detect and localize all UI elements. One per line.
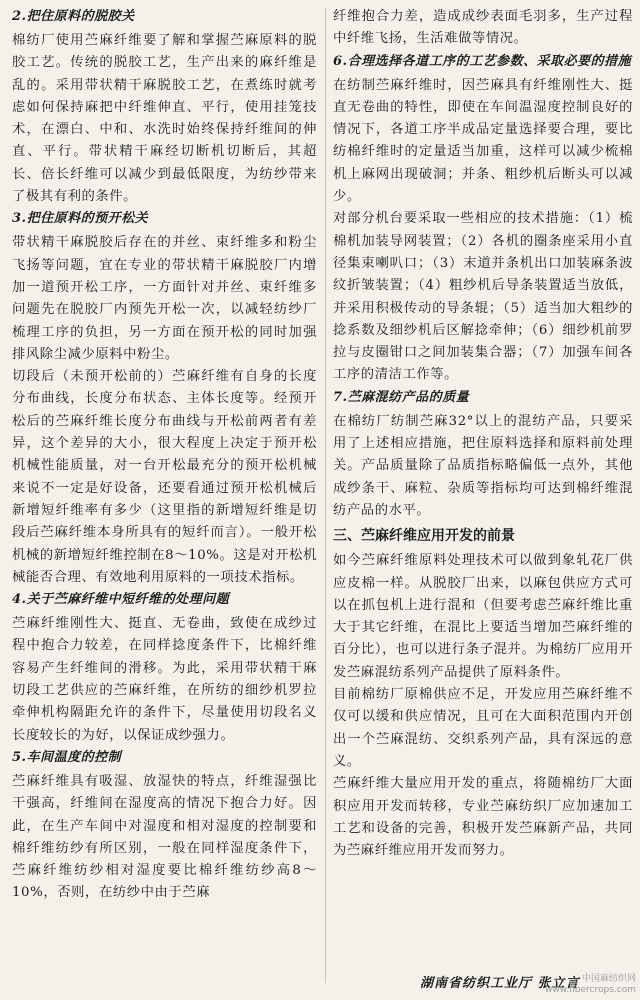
- paragraph-5-continued: 纤维抱合力差，造成成纱表面毛羽多，生产过程中纤维飞扬，生活难做等情况。: [333, 9, 633, 47]
- paragraph-2-1: 棉纺厂使用苎麻纤维要了解和掌握苎麻原料的脱胶工艺。传统的脱胶工艺，生产出来的麻纤维是乱的。采用带状精干麻脱胶工艺，在煮练时就考虑如何保持麻把中纤维伸直、平行，使用挂笼技术，在漂白、中和、水洗时始终保持纤维间的伸直、平行。带状精干麻经切断机切断后，其超长、倍长纤维可以减少到最低限度，为纺纱带来了极其有利的条件。: [12, 33, 317, 205]
- heading-5: 5.车间温度的控制: [12, 749, 122, 765]
- site-watermark: [545, 974, 636, 996]
- paragraph-8-1: 如今苎麻纤维原料处理技术可以做到象轧花厂供应皮棉一样。从脱胶厂出来，以麻包供应方式可以在抓包机上进行混和（但要考虑苎麻纤维比重大于其它纤维，在混比上要适当增加苎麻纤维的百分比），也可以进行条子混并。为棉纺厂应用开发苎麻混纺系列产品提供了原料条件。: [333, 553, 633, 680]
- paragraph-6-1: 在纺制苎麻纤维时，因苎麻具有纤维刚性大、挺直无卷曲的特性，即使在车间温湿度控制良好的情况下，各道工序半成品定量选择要合理，要比纺棉纤维时的定量适当加重，这样可以减少梳棉机上麻网出现破洞；并条、粗纱机后断头可以减少。: [333, 77, 633, 205]
- heading-3: 3.把住原料的预开松关: [12, 211, 149, 227]
- left-column: [12, 6, 317, 905]
- heading-6: 6.合理选择各道工序的工艺参数、采取必要的措施: [333, 53, 632, 69]
- paragraph-4-1: 苎麻纤维刚性大、挺直、无卷曲，致使在成纱过程中抱合力较差，在同样捻度条件下，比棉纤维容易产生纤维间的滑移。为此，采用带状精干麻切段工艺供应的苎麻纤维，在所纺的细纱机罗拉牵伸机构隔距允许的条件下，尽量使用切段名义长度较长的为好，以保证成纱强力。: [12, 616, 317, 743]
- heading-2: 2.把住原料的脱胶关: [12, 9, 135, 24]
- author-signature: 湖南省纺织工业厅 张立言: [420, 976, 580, 991]
- watermark-url: www.fibercrops.com: [545, 985, 636, 995]
- paragraph-6-2: 对部分机台要采取一些相应的技术措施：（1）梳棉机加装导网装置；（2）各机的圈条座采用小直径集束喇叭口；（3）末道并条机出口加装麻条波纹折皱装置；（4）粗纱机后导条装置适当放低，并采用积极传动的导条辊；（5）适当加大粗纱的捻系数及细纱机后区解捻牵伸；（6）细纱机前罗拉与皮圈钳口之间加装集合器；（7）加强车间各工序的清洁工作等。: [333, 211, 633, 383]
- right-column: [333, 6, 633, 862]
- paragraph-3-1: 带状精干麻脱胶后存在的并丝、束纤维多和粉尘飞扬等问题，宜在专业的带状精干麻脱胶厂内增加一道预开松工序，一方面针对并丝、束纤维多问题先在脱胶厂内预先开松一次，以减轻纺纱厂梳理工序的负担，另一方面在预开松的同时加强排风除尘减少原料中粉尘。: [12, 235, 317, 362]
- heading-7: 7.苎麻混纺产品的质量: [333, 389, 470, 405]
- paragraph-7-1: 在棉纺厂纺制苎麻32°以上的混纺产品，只要采用了上述相应措施，把住原料选择和原料前处理关。产品质量除了品质指标略偏低一点外，其他成纱条干、麻粒、杂质等指标均可达到棉纤维混纺产品的水平。: [333, 413, 633, 518]
- paragraph-3-2: 切段后（未预开松前的）苎麻纤维有自身的长度分布曲线，长度分布状态、主体长度等。经预开松后的苎麻纤维长度分布曲线与开松前两者有差异，这个差异的大小，很大程度上决定于预开松机械性能质量，对一台开松最充分的预开松机械来说不一定是好设备，还要看通过预开松机械后新增短纤维率有多少（这里指的新增短纤维是切段后苎麻纤维本身所具有的短纤而言）。一般开松机械的新增短纤维控制在8～10%。这是对开松机械能否合理、有效地利用原料的一项技术指标。: [12, 369, 317, 585]
- paragraph-8-3: 苎麻纤维大量应用开发的重点，将随棉纺厂大面积应用开发而转移，专业苎麻纺织厂应加速加工工艺和设备的完善，积极开发苎麻新产品，共同为苎麻纤维应用开发而努力。: [333, 776, 633, 859]
- column-divider: [325, 8, 326, 983]
- heading-4: 4.关于苎麻纤维中短纤维的处理问题: [12, 592, 230, 608]
- section-title-3: 三、苎麻纤维应用开发的前景: [333, 528, 515, 545]
- watermark-name: 中国麻纺织网: [581, 974, 636, 984]
- paragraph-5-1: 苎麻纤维具有吸湿、放湿快的特点，纤维湿强比干强高，纤维间在湿度高的情况下抱合力好。因此，在生产车间中对湿度和相对湿度的控制要和棉纤维纺纱有所区别，一般在同样湿度条件下，苎麻纤维纺纱相对湿度要比棉纤维纺纱高8～10%，否则，在纺纱中由于苎麻: [12, 773, 317, 901]
- paragraph-8-2: 目前棉纺厂原棉供应不足，开发应用苎麻纤维不仅可以缓和供应情况，且可在大面积范围内开创出一个苎麻混纺、交织系列产品，具有深远的意义。: [333, 687, 633, 769]
